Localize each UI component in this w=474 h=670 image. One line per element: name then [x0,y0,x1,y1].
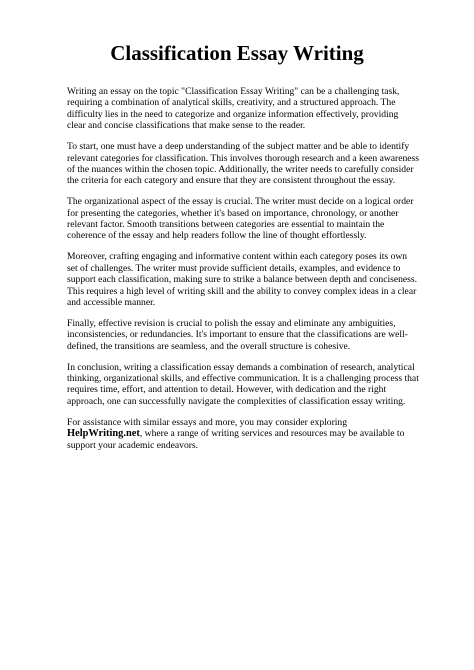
paragraph-content: Moreover, crafting engaging and informative content within each category poses its own set of challenges. The writer must provide sufficient details, examples, and evidence to support each classification, making sure to strike a balance between depth and conciseness. This requires a high level of writing skill and the ability to convey complex ideas in a clear and accessible manner. [67,251,418,308]
document-body [67,86,419,460]
paragraph-revision: Finally, effective revision is crucial to polish the essay and eliminate any ambiguities, inconsistencies, or redundancies. It's important to ensure that the classifications are well-defined, the transitions are seamless, and the overall structure is cohesive. [67,317,408,352]
paragraph-organization: The organizational aspect of the essay is crucial. The writer must decide on a logical order for presenting the categories, whether it's based on importance, chronology, or another relevant factor. Smooth transitions between categories are essential to maintain the coherence of the essay and help readers follow the line of thought effortlessly. [67,196,414,242]
paragraph-intro: Writing an essay on the topic "Classification Essay Writing" can be a challenging task, requiring a combination of analytical skills, creativity, and a structured approach. The difficulty lies in the need to categorize and organize information effectively, providing clear and concise classifications that make sense to the reader. [67,86,400,132]
helpwriting-link[interactable]: HelpWriting.net [67,428,140,440]
closing-text-before: For assistance with similar essays and more, you may consider exploring [67,416,348,428]
document-title: Classification Essay Writing [110,41,364,65]
paragraph-conclusion: In conclusion, writing a classification essay demands a combination of research, analytical thinking, organizational skills, and effective communication. It is a challenging process that requires time, effort, and attention to detail. However, with dedication and the right approach, one can successfully navigate the complexities of classification essay writing. [67,361,419,407]
paragraph-closing [67,417,419,451]
paragraph-understanding: To start, one must have a deep understanding of the subject matter and be able to identify relevant categories for classification. This involves thorough research and a keen awareness of the nuances within the chosen topic. Additionally, the writer needs to carefully consider the criteria for each category and ensure that they are consistent throughout the essay. [67,141,419,187]
closing-text-after: , where a range of writing services and resources may be available to support your academic endeavors. [67,428,405,451]
